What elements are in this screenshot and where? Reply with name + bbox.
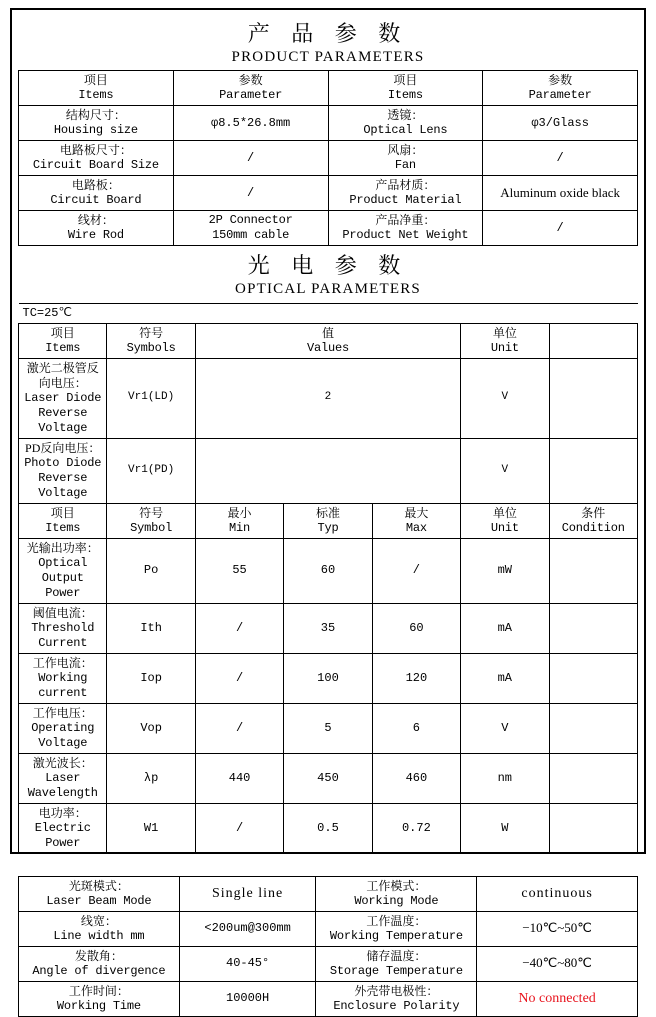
section2-title-en: OPTICAL PARAMETERS <box>235 280 421 297</box>
row-label-working-mode: 工作模式： Working Mode <box>316 876 477 911</box>
row-min-po: 55 <box>195 538 283 603</box>
section1-title-en: PRODUCT PARAMETERS <box>231 48 425 65</box>
row-label-working-temperature: 工作温度： Working Temperature <box>316 911 477 946</box>
row-cond-pd-reverse-voltage <box>549 438 637 503</box>
table-row <box>19 211 638 246</box>
row-cond-po <box>549 538 637 603</box>
subheader-typ: 标准 Typ <box>284 503 372 538</box>
row-value-working-mode: continuous <box>477 876 638 911</box>
row-cond-ith <box>549 603 637 653</box>
row-unit-pd-reverse-voltage: V <box>461 438 549 503</box>
row-label-working-current: 工作电流： Working current <box>19 653 107 703</box>
row-label-ld-reverse-voltage: 激光二极管反向电压： Laser Diode Reverse Voltage <box>19 358 107 438</box>
row-unit-lambda-p: nm <box>461 753 549 803</box>
row-value-optical-lens: φ3/Glass <box>483 106 638 141</box>
row-typ-po: 60 <box>284 538 372 603</box>
header-symbols: 符号 Symbols <box>107 323 195 358</box>
row-unit-iop: mA <box>461 653 549 703</box>
row-typ-w1: 0.5 <box>284 803 372 853</box>
row-label-threshold-current: 阈值电流： Threshold Current <box>19 603 107 653</box>
row-unit-w1: W <box>461 803 549 853</box>
row-value-line-width: <200um@300mm <box>179 911 316 946</box>
row-value-circuit-board: / <box>173 176 328 211</box>
row-cond-iop <box>549 653 637 703</box>
section2-title-row <box>19 246 638 303</box>
row-label-product-material: 产品材质： Product Material <box>328 176 483 211</box>
row-max-lambda-p: 460 <box>372 753 460 803</box>
row-symbol-vop: Vop <box>107 703 195 753</box>
row-value-storage-temperature: −40℃~80℃ <box>477 946 638 981</box>
row-symbol-ith: Ith <box>107 603 195 653</box>
header-items-2: 项目 Items <box>328 71 483 106</box>
row-min-lambda-p: 440 <box>195 753 283 803</box>
table-row <box>19 911 638 946</box>
row-label-enclosure-polarity: 外壳带电极性： Enclosure Polarity <box>316 981 477 1016</box>
table-row <box>19 876 638 911</box>
row-unit-vop: V <box>461 703 549 753</box>
row-label-operating-voltage: 工作电压： Operating Voltage <box>19 703 107 753</box>
section1-header-row <box>19 71 638 106</box>
header-condition-blank <box>549 323 637 358</box>
row-min-iop: / <box>195 653 283 703</box>
subheader-max: 最大 Max <box>372 503 460 538</box>
optical-parameters-table <box>18 246 638 853</box>
header-values: 值 Values <box>195 323 460 358</box>
row-min-ith: / <box>195 603 283 653</box>
row-value-working-temperature: −10℃~50℃ <box>477 911 638 946</box>
row-unit-po: mW <box>461 538 549 603</box>
row-label-electric-power: 电功率： Electric Power <box>19 803 107 853</box>
page-frame <box>10 8 646 1013</box>
header-parameter-2: 参数 Parameter <box>483 71 638 106</box>
row-cond-ld-reverse-voltage <box>549 358 637 438</box>
row-value-angle-of-divergence: 40-45° <box>179 946 316 981</box>
row-symbol-w1: W1 <box>107 803 195 853</box>
row-label-angle-of-divergence: 发散角： Angle of divergence <box>19 946 180 981</box>
row-label-optical-output-power: 光输出功率： Optical Output Power <box>19 538 107 603</box>
table-row <box>19 141 638 176</box>
row-value-fan: / <box>483 141 638 176</box>
row-max-po: / <box>372 538 460 603</box>
header-items-1: 项目 Items <box>19 71 174 106</box>
row-label-circuit-board: 电路板： Circuit Board <box>19 176 174 211</box>
subheader-items: 项目 Items <box>19 503 107 538</box>
row-value-product-net-weight: / <box>483 211 638 246</box>
product-parameters-table <box>18 14 638 246</box>
row-min-vop: / <box>195 703 283 753</box>
row-label-optical-lens: 透镜： Optical Lens <box>328 106 483 141</box>
row-label-storage-temperature: 储存温度： Storage Temperature <box>316 946 477 981</box>
row-max-iop: 120 <box>372 653 460 703</box>
row-symbol-pd-reverse-voltage: Vr1(PD) <box>107 438 195 503</box>
row-value-enclosure-polarity: No connected <box>477 981 638 1016</box>
tc-note-row <box>19 303 638 323</box>
table-row <box>19 438 638 503</box>
subheader-unit: 单位 Unit <box>461 503 549 538</box>
table-row <box>19 753 638 803</box>
row-typ-vop: 5 <box>284 703 372 753</box>
row-label-wire-rod: 线材： Wire Rod <box>19 211 174 246</box>
table-row <box>19 106 638 141</box>
row-value-laser-beam-mode: Single line <box>179 876 316 911</box>
table-row <box>19 946 638 981</box>
table-row <box>19 358 638 438</box>
general-characteristics-table <box>18 876 638 1017</box>
row-symbol-po: Po <box>107 538 195 603</box>
row-typ-ith: 35 <box>284 603 372 653</box>
section2-subheader-row <box>19 503 638 538</box>
tc-note: TC=25℃ <box>19 303 638 323</box>
row-max-ith: 60 <box>372 603 460 653</box>
row-cond-lambda-p <box>549 753 637 803</box>
section1-title-cn: 产 品 参 数 <box>247 21 409 46</box>
row-label-laser-beam-mode: 光斑模式： Laser Beam Mode <box>19 876 180 911</box>
row-typ-iop: 100 <box>284 653 372 703</box>
subheader-min: 最小 Min <box>195 503 283 538</box>
table-row <box>19 176 638 211</box>
row-max-vop: 6 <box>372 703 460 753</box>
row-label-product-net-weight: 产品净重： Product Net Weight <box>328 211 483 246</box>
row-cond-w1 <box>549 803 637 853</box>
row-value-pd-reverse-voltage <box>195 438 460 503</box>
row-symbol-lambda-p: λp <box>107 753 195 803</box>
table-row <box>19 981 638 1016</box>
row-label-circuit-board-size: 电路板尺寸： Circuit Board Size <box>19 141 174 176</box>
row-value-wire-rod: 2P Connector 150mm cable <box>173 211 328 246</box>
table-row <box>19 653 638 703</box>
header-parameter-1: 参数 Parameter <box>173 71 328 106</box>
table-row <box>19 703 638 753</box>
section2-header-row <box>19 323 638 358</box>
row-value-circuit-board-size: / <box>173 141 328 176</box>
section1-title-row <box>19 14 638 71</box>
header-unit: 单位 Unit <box>461 323 549 358</box>
row-label-pd-reverse-voltage: PD反向电压： Photo Diode Reverse Voltage <box>19 438 107 503</box>
table-row <box>19 538 638 603</box>
row-symbol-iop: Iop <box>107 653 195 703</box>
row-value-housing-size: φ8.5*26.8mm <box>173 106 328 141</box>
row-typ-lambda-p: 450 <box>284 753 372 803</box>
row-value-product-material: Aluminum oxide black <box>483 176 638 211</box>
row-value-ld-reverse-voltage: 2 <box>195 358 460 438</box>
row-label-working-time: 工作时间： Working Time <box>19 981 180 1016</box>
subheader-condition: 条件 Condition <box>549 503 637 538</box>
row-label-line-width: 线宽： Line width mm <box>19 911 180 946</box>
row-unit-ld-reverse-voltage: V <box>461 358 549 438</box>
table-row <box>19 803 638 853</box>
row-label-laser-wavelength: 激光波长： Laser Wavelength <box>19 753 107 803</box>
row-min-w1: / <box>195 803 283 853</box>
row-label-fan: 风扇： Fan <box>328 141 483 176</box>
row-max-w1: 0.72 <box>372 803 460 853</box>
header-items: 项目 Items <box>19 323 107 358</box>
row-label-housing-size: 结构尺寸： Housing size <box>19 106 174 141</box>
table-row <box>19 603 638 653</box>
row-unit-ith: mA <box>461 603 549 653</box>
row-symbol-ld-reverse-voltage: Vr1(LD) <box>107 358 195 438</box>
subheader-symbol: 符号 Symbol <box>107 503 195 538</box>
section2-title-cn: 光 电 参 数 <box>247 253 409 279</box>
row-value-working-time: 10000H <box>179 981 316 1016</box>
row-cond-vop <box>549 703 637 753</box>
section-gap <box>18 854 638 876</box>
